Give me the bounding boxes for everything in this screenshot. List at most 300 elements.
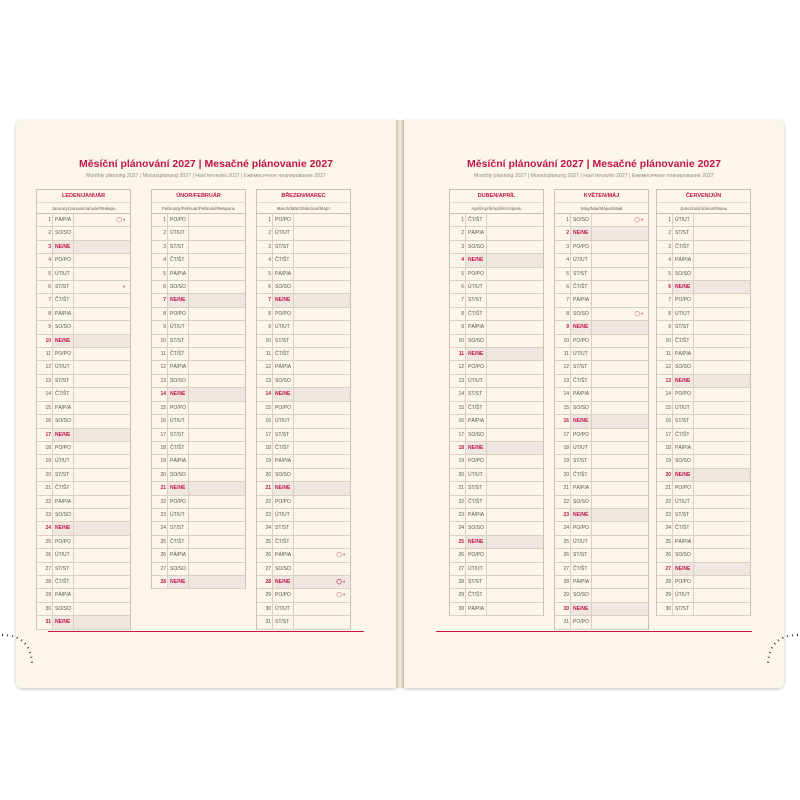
- day-row[interactable]: [555, 415, 648, 428]
- day-note-area[interactable]: [189, 268, 245, 280]
- day-row[interactable]: [657, 442, 750, 455]
- day-row[interactable]: [152, 496, 245, 509]
- day-note-area[interactable]: [189, 415, 245, 427]
- day-row[interactable]: [257, 522, 350, 535]
- day-row[interactable]: [257, 442, 350, 455]
- day-row[interactable]: [257, 589, 350, 602]
- day-note-area[interactable]: [487, 281, 543, 293]
- day-note-area[interactable]: [487, 603, 543, 615]
- day-row[interactable]: [657, 576, 750, 589]
- day-note-area[interactable]: [74, 227, 130, 239]
- day-row[interactable]: [657, 482, 750, 495]
- day-row[interactable]: [555, 536, 648, 549]
- day-row[interactable]: [555, 321, 648, 334]
- day-note-area[interactable]: [694, 603, 750, 615]
- day-row[interactable]: [37, 589, 130, 602]
- day-row[interactable]: [257, 268, 350, 281]
- day-note-area[interactable]: [74, 415, 130, 427]
- day-row[interactable]: [555, 563, 648, 576]
- day-note-area[interactable]: [74, 241, 130, 253]
- day-row[interactable]: [657, 308, 750, 321]
- day-row[interactable]: [152, 214, 245, 227]
- day-row[interactable]: [37, 563, 130, 576]
- day-note-area[interactable]: [592, 589, 648, 601]
- day-row[interactable]: [555, 227, 648, 240]
- day-row[interactable]: [657, 321, 750, 334]
- day-note-area[interactable]: [74, 348, 130, 360]
- day-note-area[interactable]: [74, 294, 130, 306]
- day-note-area[interactable]: [694, 308, 750, 320]
- day-note-area[interactable]: [487, 563, 543, 575]
- day-row[interactable]: [257, 576, 350, 589]
- day-row[interactable]: [37, 281, 130, 294]
- day-row[interactable]: [37, 214, 130, 227]
- day-note-area[interactable]: [487, 308, 543, 320]
- day-note-area[interactable]: [487, 415, 543, 427]
- day-note-area[interactable]: [592, 603, 648, 615]
- day-note-area[interactable]: [487, 509, 543, 521]
- day-note-area[interactable]: [189, 509, 245, 521]
- day-note-area[interactable]: [74, 254, 130, 266]
- day-row[interactable]: [152, 576, 245, 589]
- day-row[interactable]: [152, 563, 245, 576]
- day-note-area[interactable]: [294, 509, 350, 521]
- day-note-area[interactable]: [487, 388, 543, 400]
- day-note-area[interactable]: [487, 589, 543, 601]
- day-row[interactable]: [257, 509, 350, 522]
- day-row[interactable]: [37, 335, 130, 348]
- day-row[interactable]: [450, 227, 543, 240]
- day-row[interactable]: [257, 254, 350, 267]
- day-row[interactable]: [657, 375, 750, 388]
- day-row[interactable]: [555, 469, 648, 482]
- day-note-area[interactable]: [189, 536, 245, 548]
- day-row[interactable]: [37, 549, 130, 562]
- day-note-area[interactable]: [592, 563, 648, 575]
- day-row[interactable]: [152, 254, 245, 267]
- day-note-area[interactable]: [694, 482, 750, 494]
- day-note-area[interactable]: [592, 496, 648, 508]
- day-note-area[interactable]: [487, 442, 543, 454]
- day-row[interactable]: [450, 482, 543, 495]
- day-note-area[interactable]: [694, 469, 750, 481]
- day-row[interactable]: [555, 241, 648, 254]
- day-row[interactable]: [257, 469, 350, 482]
- day-row[interactable]: [450, 321, 543, 334]
- day-row[interactable]: [555, 268, 648, 281]
- day-row[interactable]: [555, 375, 648, 388]
- day-note-area[interactable]: [592, 335, 648, 347]
- day-note-area[interactable]: [294, 522, 350, 534]
- day-note-area[interactable]: [189, 335, 245, 347]
- day-row[interactable]: [257, 616, 350, 629]
- day-note-area[interactable]: [592, 455, 648, 467]
- day-note-area[interactable]: [592, 294, 648, 306]
- day-row[interactable]: [450, 549, 543, 562]
- day-row[interactable]: [450, 268, 543, 281]
- day-note-area[interactable]: [694, 496, 750, 508]
- day-note-area[interactable]: [189, 549, 245, 561]
- day-row[interactable]: [257, 294, 350, 307]
- day-row[interactable]: [450, 429, 543, 442]
- day-row[interactable]: [657, 361, 750, 374]
- day-row[interactable]: [37, 402, 130, 415]
- day-note-area[interactable]: [487, 455, 543, 467]
- day-row[interactable]: [657, 603, 750, 616]
- day-row[interactable]: [450, 589, 543, 602]
- day-row[interactable]: [555, 549, 648, 562]
- day-row[interactable]: [152, 348, 245, 361]
- day-row[interactable]: [37, 241, 130, 254]
- day-row[interactable]: [555, 294, 648, 307]
- day-note-area[interactable]: [592, 348, 648, 360]
- day-note-area[interactable]: [694, 402, 750, 414]
- day-note-area[interactable]: [74, 509, 130, 521]
- day-row[interactable]: [657, 388, 750, 401]
- day-note-area[interactable]: [294, 415, 350, 427]
- day-row[interactable]: [555, 509, 648, 522]
- day-note-area[interactable]: [189, 294, 245, 306]
- day-note-area[interactable]: [294, 442, 350, 454]
- day-note-area[interactable]: [694, 415, 750, 427]
- day-note-area[interactable]: [487, 576, 543, 588]
- day-row[interactable]: [657, 455, 750, 468]
- day-row[interactable]: [555, 496, 648, 509]
- day-note-area[interactable]: [294, 429, 350, 441]
- day-note-area[interactable]: [694, 563, 750, 575]
- day-note-area[interactable]: [189, 388, 245, 400]
- day-note-area[interactable]: [487, 227, 543, 239]
- day-row[interactable]: [555, 402, 648, 415]
- day-row[interactable]: [657, 402, 750, 415]
- day-note-area[interactable]: [294, 616, 350, 628]
- day-row[interactable]: [450, 496, 543, 509]
- day-note-area[interactable]: [487, 361, 543, 373]
- day-row[interactable]: [555, 361, 648, 374]
- day-row[interactable]: [657, 429, 750, 442]
- day-note-area[interactable]: [189, 375, 245, 387]
- day-row[interactable]: [450, 402, 543, 415]
- day-row[interactable]: [450, 375, 543, 388]
- day-note-area[interactable]: [694, 549, 750, 561]
- day-note-area[interactable]: [74, 589, 130, 601]
- day-note-area[interactable]: [294, 361, 350, 373]
- day-note-area[interactable]: [189, 402, 245, 414]
- day-note-area[interactable]: [294, 227, 350, 239]
- day-note-area[interactable]: [189, 254, 245, 266]
- day-row[interactable]: [657, 522, 750, 535]
- day-note-area[interactable]: [74, 576, 130, 588]
- day-note-area[interactable]: [294, 455, 350, 467]
- day-note-area[interactable]: [487, 294, 543, 306]
- day-note-area[interactable]: [74, 522, 130, 534]
- day-note-area[interactable]: [487, 496, 543, 508]
- day-row[interactable]: [555, 429, 648, 442]
- day-row[interactable]: [450, 348, 543, 361]
- day-note-area[interactable]: [189, 469, 245, 481]
- day-row[interactable]: [450, 455, 543, 468]
- day-note-area[interactable]: [294, 294, 350, 306]
- day-note-area[interactable]: [74, 603, 130, 615]
- day-row[interactable]: [257, 241, 350, 254]
- day-row[interactable]: [657, 563, 750, 576]
- day-note-area[interactable]: [294, 335, 350, 347]
- day-row[interactable]: [37, 482, 130, 495]
- day-row[interactable]: [257, 496, 350, 509]
- day-row[interactable]: [257, 549, 350, 562]
- day-note-area[interactable]: [294, 603, 350, 615]
- day-row[interactable]: [152, 509, 245, 522]
- day-row[interactable]: [37, 603, 130, 616]
- day-row[interactable]: [555, 522, 648, 535]
- day-row[interactable]: [450, 214, 543, 227]
- day-row[interactable]: [257, 455, 350, 468]
- day-note-area[interactable]: [74, 549, 130, 561]
- day-row[interactable]: [657, 335, 750, 348]
- day-note-area[interactable]: [592, 388, 648, 400]
- day-row[interactable]: [37, 442, 130, 455]
- day-note-area[interactable]: [487, 268, 543, 280]
- day-row[interactable]: [257, 536, 350, 549]
- day-row[interactable]: [257, 335, 350, 348]
- day-note-area[interactable]: [294, 469, 350, 481]
- day-note-area[interactable]: [189, 281, 245, 293]
- day-row[interactable]: [555, 482, 648, 495]
- day-note-area[interactable]: [592, 227, 648, 239]
- day-row[interactable]: [257, 415, 350, 428]
- day-note-area[interactable]: [74, 375, 130, 387]
- day-row[interactable]: [152, 375, 245, 388]
- day-row[interactable]: [37, 308, 130, 321]
- day-row[interactable]: [555, 281, 648, 294]
- day-row[interactable]: [257, 402, 350, 415]
- day-note-area[interactable]: [592, 268, 648, 280]
- day-note-area[interactable]: [694, 281, 750, 293]
- day-row[interactable]: [657, 348, 750, 361]
- day-row[interactable]: [37, 375, 130, 388]
- day-note-area[interactable]: [694, 388, 750, 400]
- day-row[interactable]: [152, 388, 245, 401]
- day-note-area[interactable]: [189, 496, 245, 508]
- day-row[interactable]: [257, 348, 350, 361]
- day-note-area[interactable]: [592, 616, 648, 628]
- day-note-area[interactable]: [189, 348, 245, 360]
- day-note-area[interactable]: [294, 402, 350, 414]
- day-note-area[interactable]: [189, 442, 245, 454]
- day-note-area[interactable]: [294, 308, 350, 320]
- day-row[interactable]: [152, 294, 245, 307]
- day-note-area[interactable]: [74, 361, 130, 373]
- day-row[interactable]: [657, 227, 750, 240]
- day-row[interactable]: [37, 388, 130, 401]
- day-row[interactable]: [450, 536, 543, 549]
- day-note-area[interactable]: [487, 402, 543, 414]
- day-note-area[interactable]: [487, 536, 543, 548]
- day-row[interactable]: [152, 268, 245, 281]
- day-note-area[interactable]: [294, 388, 350, 400]
- day-row[interactable]: [657, 496, 750, 509]
- day-row[interactable]: [450, 415, 543, 428]
- day-row[interactable]: [152, 321, 245, 334]
- day-note-area[interactable]: [189, 241, 245, 253]
- day-note-area[interactable]: [74, 442, 130, 454]
- day-note-area[interactable]: [74, 268, 130, 280]
- day-note-area[interactable]: [74, 455, 130, 467]
- day-row[interactable]: [37, 294, 130, 307]
- day-note-area[interactable]: [74, 281, 130, 293]
- day-row[interactable]: [450, 294, 543, 307]
- day-note-area[interactable]: [189, 227, 245, 239]
- day-row[interactable]: [657, 589, 750, 602]
- day-row[interactable]: [152, 227, 245, 240]
- day-note-area[interactable]: [74, 536, 130, 548]
- day-row[interactable]: [152, 522, 245, 535]
- day-row[interactable]: [37, 227, 130, 240]
- day-note-area[interactable]: [189, 455, 245, 467]
- day-row[interactable]: [152, 308, 245, 321]
- day-row[interactable]: [450, 576, 543, 589]
- day-row[interactable]: [257, 227, 350, 240]
- day-row[interactable]: [555, 589, 648, 602]
- day-row[interactable]: [37, 268, 130, 281]
- day-note-area[interactable]: [592, 402, 648, 414]
- day-note-area[interactable]: [294, 281, 350, 293]
- day-note-area[interactable]: [694, 268, 750, 280]
- day-note-area[interactable]: [74, 482, 130, 494]
- day-row[interactable]: [37, 254, 130, 267]
- day-note-area[interactable]: [294, 496, 350, 508]
- day-note-area[interactable]: [487, 375, 543, 387]
- day-row[interactable]: [450, 361, 543, 374]
- day-note-area[interactable]: [189, 429, 245, 441]
- day-note-area[interactable]: [74, 308, 130, 320]
- day-row[interactable]: [555, 254, 648, 267]
- day-note-area[interactable]: [487, 348, 543, 360]
- day-note-area[interactable]: [592, 415, 648, 427]
- day-note-area[interactable]: [294, 268, 350, 280]
- day-row[interactable]: [257, 429, 350, 442]
- day-note-area[interactable]: [189, 308, 245, 320]
- day-note-area[interactable]: [487, 429, 543, 441]
- day-note-area[interactable]: [694, 509, 750, 521]
- day-note-area[interactable]: [74, 429, 130, 441]
- day-note-area[interactable]: [694, 522, 750, 534]
- day-row[interactable]: [257, 361, 350, 374]
- day-row[interactable]: [555, 335, 648, 348]
- day-note-area[interactable]: [694, 321, 750, 333]
- day-note-area[interactable]: [694, 576, 750, 588]
- day-row[interactable]: [657, 241, 750, 254]
- day-row[interactable]: [152, 536, 245, 549]
- day-row[interactable]: [37, 616, 130, 629]
- day-row[interactable]: [257, 375, 350, 388]
- day-row[interactable]: [152, 482, 245, 495]
- day-note-area[interactable]: [592, 576, 648, 588]
- day-note-area[interactable]: [592, 522, 648, 534]
- day-row[interactable]: [257, 321, 350, 334]
- day-row[interactable]: [257, 603, 350, 616]
- day-row[interactable]: [257, 482, 350, 495]
- day-row[interactable]: [152, 361, 245, 374]
- day-row[interactable]: [37, 576, 130, 589]
- day-row[interactable]: [37, 415, 130, 428]
- day-note-area[interactable]: [694, 335, 750, 347]
- day-row[interactable]: [152, 469, 245, 482]
- day-row[interactable]: [450, 241, 543, 254]
- day-row[interactable]: [450, 388, 543, 401]
- day-row[interactable]: [657, 294, 750, 307]
- day-note-area[interactable]: [592, 482, 648, 494]
- day-note-area[interactable]: [592, 442, 648, 454]
- day-row[interactable]: [450, 509, 543, 522]
- day-note-area[interactable]: [74, 335, 130, 347]
- day-row[interactable]: [450, 603, 543, 616]
- day-note-area[interactable]: [294, 536, 350, 548]
- day-row[interactable]: [37, 361, 130, 374]
- day-row[interactable]: [152, 402, 245, 415]
- day-row[interactable]: [37, 522, 130, 535]
- day-note-area[interactable]: [694, 214, 750, 226]
- day-note-area[interactable]: [487, 241, 543, 253]
- day-row[interactable]: [555, 388, 648, 401]
- day-note-area[interactable]: [592, 375, 648, 387]
- day-note-area[interactable]: [694, 455, 750, 467]
- day-row[interactable]: [37, 509, 130, 522]
- day-note-area[interactable]: [74, 616, 130, 628]
- day-note-area[interactable]: [592, 549, 648, 561]
- day-row[interactable]: [257, 281, 350, 294]
- day-row[interactable]: [152, 442, 245, 455]
- day-row[interactable]: [555, 214, 648, 227]
- day-row[interactable]: [152, 415, 245, 428]
- day-row[interactable]: [555, 348, 648, 361]
- day-note-area[interactable]: [74, 469, 130, 481]
- day-note-area[interactable]: [487, 335, 543, 347]
- day-row[interactable]: [152, 281, 245, 294]
- day-row[interactable]: [450, 522, 543, 535]
- day-row[interactable]: [657, 549, 750, 562]
- day-row[interactable]: [450, 563, 543, 576]
- day-row[interactable]: [37, 469, 130, 482]
- day-row[interactable]: [657, 214, 750, 227]
- day-row[interactable]: [555, 576, 648, 589]
- day-row[interactable]: [555, 455, 648, 468]
- day-row[interactable]: [257, 308, 350, 321]
- day-note-area[interactable]: [694, 375, 750, 387]
- day-row[interactable]: [450, 469, 543, 482]
- day-row[interactable]: [37, 536, 130, 549]
- day-row[interactable]: [555, 603, 648, 616]
- day-row[interactable]: [257, 388, 350, 401]
- day-note-area[interactable]: [487, 469, 543, 481]
- day-note-area[interactable]: [487, 321, 543, 333]
- day-row[interactable]: [152, 549, 245, 562]
- day-row[interactable]: [657, 254, 750, 267]
- day-row[interactable]: [450, 335, 543, 348]
- day-note-area[interactable]: [694, 294, 750, 306]
- day-note-area[interactable]: [487, 214, 543, 226]
- day-note-area[interactable]: [74, 321, 130, 333]
- day-row[interactable]: [450, 308, 543, 321]
- day-note-area[interactable]: [592, 254, 648, 266]
- day-note-area[interactable]: [189, 214, 245, 226]
- day-note-area[interactable]: [294, 348, 350, 360]
- day-note-area[interactable]: [694, 442, 750, 454]
- day-note-area[interactable]: [189, 563, 245, 575]
- day-note-area[interactable]: [74, 563, 130, 575]
- day-note-area[interactable]: [74, 388, 130, 400]
- day-note-area[interactable]: [694, 429, 750, 441]
